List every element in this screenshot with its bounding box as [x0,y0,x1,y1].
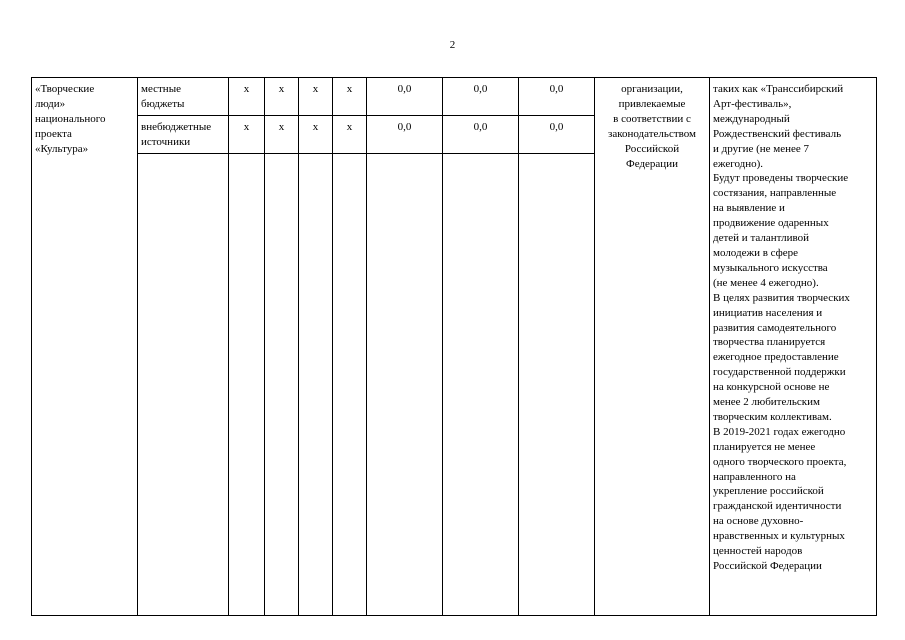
result-line: (не менее 4 ежегодно). [713,276,819,289]
result-line: ценностей народов [713,545,803,558]
page-number: 2 [449,39,456,51]
result-line: ежегодное предоставление [713,351,839,364]
project-line: национального [35,112,106,125]
result-line: международный [713,112,790,125]
result-line: Будут проведены творческие [713,172,849,185]
empty-cell [443,154,519,616]
empty-cell [333,154,367,616]
value-cell: 0,0 [519,78,595,116]
result-line: государственной поддержки [713,366,846,379]
result-line: музыкального искусства [713,261,828,274]
value-cell: 0,0 [443,78,519,116]
empty-cell [367,154,443,616]
result-line: Рождественский фестиваль [713,127,842,140]
x-mark-cell: х [333,78,367,116]
project-line: проекта [35,127,72,140]
result-line: укрепление российской [713,485,824,498]
result-line: и другие (не менее 7 [713,142,810,155]
result-line: В 2019-2021 годах ежегодно [713,425,846,438]
x-mark-cell: х [229,116,265,154]
x-mark-cell: х [265,116,299,154]
result-line: Арт-фестиваль», [713,97,792,110]
executor-line: организации, [621,83,683,95]
executor-cell [595,78,710,616]
funding-source-cell [138,116,229,154]
result-line: ежегодно). [713,157,764,170]
table-row [32,78,877,116]
empty-cell [519,154,595,616]
funding-source-cell [138,78,229,116]
x-mark-cell: х [299,116,333,154]
result-line: творческим коллективам. [713,410,832,423]
result-line: развития самодеятельного [713,321,837,334]
executor-line: Федерации [626,157,678,170]
empty-cell [138,154,229,616]
executor-line: в соответствии с [613,112,691,125]
result-line: В целях развития творческих [713,291,850,304]
empty-cell [229,154,265,616]
x-mark-cell: х [229,78,265,116]
project-line: люди» [35,97,66,110]
value-cell: 0,0 [519,116,595,154]
result-line: творчества планируется [713,336,826,349]
project-cell [32,78,138,616]
x-mark-cell: х [265,78,299,116]
result-line: молодежи в сфере [713,246,799,259]
budget-table [31,77,877,616]
result-line: инициатив населения и [713,306,823,319]
source-line: источники [141,135,191,148]
result-line: гражданской идентичности [713,500,842,513]
x-mark-cell: х [299,78,333,116]
result-line: на основе духовно- [713,515,804,528]
result-line: таких как «Транссибирский [713,83,844,95]
result-line: планируется не менее [713,440,816,453]
result-line: на конкурсной основе не [713,381,830,394]
result-line: состязания, направленные [713,187,837,200]
result-line: Российской Федерации [713,560,822,572]
source-line: местные [141,83,181,95]
result-line: нравственных и культурных [713,530,845,543]
result-line: менее 2 любительским [713,396,820,409]
result-cell [710,78,877,616]
project-line: «Культура» [35,142,89,155]
executor-line: привлекаемые [618,97,686,110]
source-line: бюджеты [141,97,185,110]
result-line: детей и талантливой [713,232,810,245]
result-line: одного творческого проекта, [713,455,847,468]
value-cell: 0,0 [367,116,443,154]
project-line: «Творческие [35,83,95,95]
result-line: на выявление и [713,202,785,215]
value-cell: 0,0 [367,78,443,116]
executor-line: законодательством [607,127,697,140]
executor-line: Российской [624,142,680,155]
empty-cell [299,154,333,616]
source-line: внебюджетные [141,121,212,133]
x-mark-cell: х [333,116,367,154]
empty-cell [265,154,299,616]
result-line: продвижение одаренных [713,217,829,230]
value-cell: 0,0 [443,116,519,154]
result-line: направленного на [713,470,796,483]
